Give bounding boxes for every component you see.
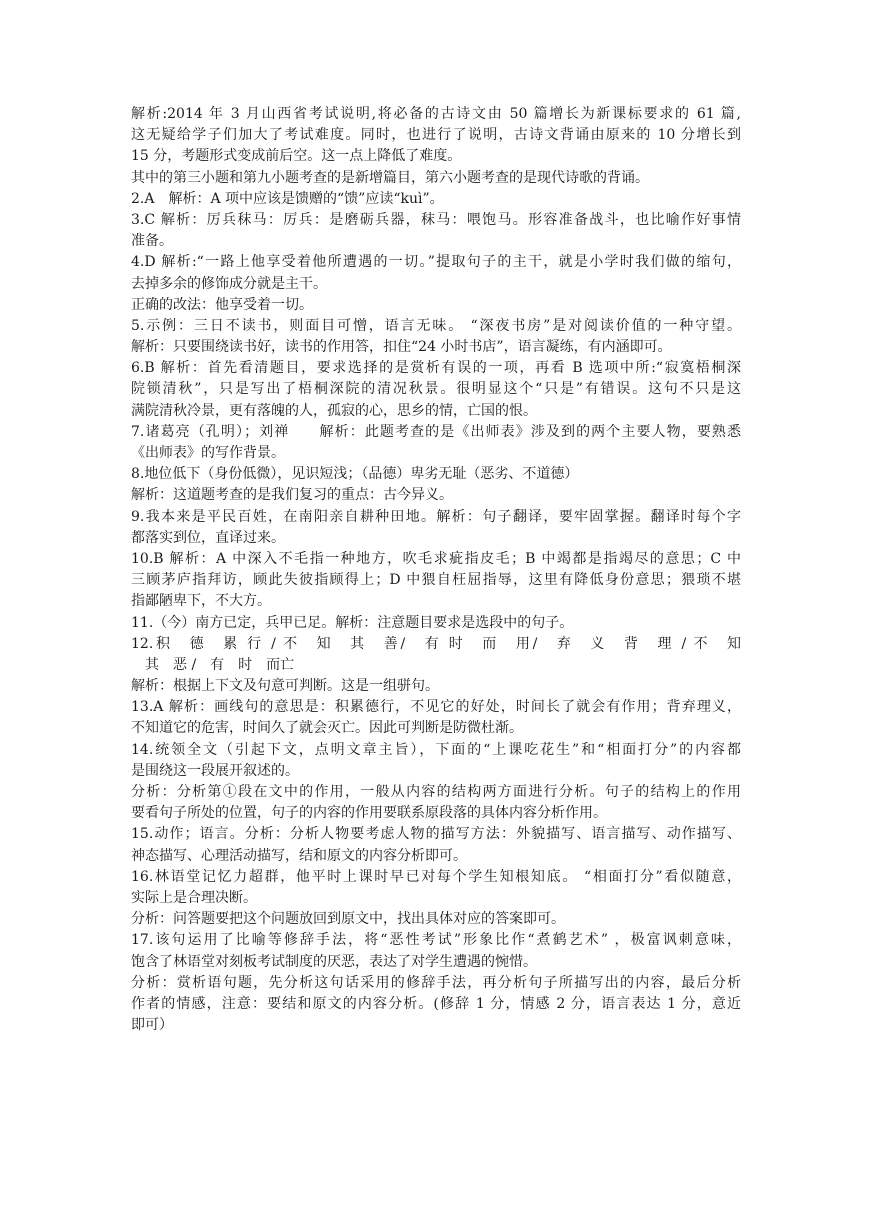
text-line: 三顾茅庐指拜访，顾此失彼指顾得上；D 中猥自枉屈指辱，这里有降低身份意思；猥琐不堪 [131,572,741,589]
text-line: 院锁清秋”，只是写出了梧桐深院的清况秋景。很明显这个“只是”有错误。这句不只是这 [131,381,741,398]
text-line: 作者的情感，注意：要结和原文的内容分析。(修辞 1 分，情感 2 分，语言表达 1 分，意近 [131,995,741,1012]
text-line: 解析：这道题考查的是我们复习的重点：古今异义。 [131,487,453,504]
text-line: 解析:2014 年 3 月山西省考试说明,将必备的古诗文由 50 篇增长为新课标要求的 61 篇, [131,106,741,122]
text-line: 这无疑给学子们加大了考试难度。同时，也进行了说明，古诗文背诵由原来的 10 分增长到 [131,127,741,144]
text-line: 8.地位低下（身份低微），见识短浅；（品德）卑劣无耻（恶劣、不道德） [131,466,579,483]
text-line: 13.A 解析：画线句的意思是：积累德行，不见它的好处，时间长了就会有作用；背弃理义， [131,699,741,716]
text-line: 满院清秋冷景，更有落魄的人，孤寂的心，思乡的情，亡国的恨。 [131,402,537,419]
text-line: 都落实到位，直译过来。 [131,529,285,546]
text-line: 准备。 [131,233,173,250]
text-line: 2.A 解析：A 项中应该是馈赠的“馈”应读“kuì”。 [131,190,444,207]
text-line: 解析：只要围绕读书好，读书的作用答，扣住“24 小时书店”，语言凝练，有内涵即可。 [131,339,672,356]
text-line: 神态描写、心理活动描写，结和原文的内容分析即可。 [131,847,467,864]
text-line: 正确的改法：他享受着一切。 [131,296,313,313]
text-line: 要看句子所处的位置，句子的内容的作用要联系原段落的具体内容分析作用。 [131,805,607,822]
text-line: 实际上是合理决断。 [131,889,257,906]
text-line: 其 恶 / 有 时 而亡 [131,656,295,673]
text-line: 3.C 解析：厉兵秣马：厉兵：是磨砺兵器，秣马：喂饱马。形容准备战斗，也比喻作好事情 [131,211,741,228]
text-line: 15 分，考题形式变成前后空。这一点上降低了难度。 [131,148,462,165]
text-line: 分析：赏析语句题，先分析这句话采用的修辞手法，再分析句子所描写出的内容，最后分析 [131,974,741,991]
answer-document [131,104,741,1036]
text-line: 15.动作；语言。分析：分析人物要考虑人物的描写方法：外貌描写、语言描写、动作描写、 [131,826,741,843]
text-line: 5.示例：三日不读书，则面目可憎，语言无味。 “深夜书房”是对阅读价值的一种守望。 [131,317,741,334]
text-line: 12.积 德 累 行 / 不 知 其 善/ 有 时 而 用/ 弃 义 背 理 / 不 知 [131,635,741,652]
text-line: 11.（今）南方已定，兵甲已足。解析：注意题目要求是选段中的句子。 [131,614,574,631]
text-line: 饱含了林语堂对刻板考试制度的厌恶，表达了对学生遭遇的惋惜。 [131,953,537,970]
text-line: 17.该句运用了比喻等修辞手法，将“恶性考试”形象比作“煮鹤艺术” ，极富讽刺意味， [131,932,741,949]
text-line: 10.B 解析：A 中深入不毛指一种地方，吹毛求疵指皮毛；B 中竭都是指竭尽的意思；C 中 [131,550,741,567]
text-line: 其中的第三小题和第九小题考查的是新增篇目，第六小题考查的是现代诗歌的背诵。 [131,169,649,186]
text-line: 《出师表》的写作背景。 [131,445,285,461]
text-line: 不知道它的危害，时间久了就会灭亡。因此可判断是防微杜渐。 [131,720,523,737]
text-line: 9.我本来是平民百姓，在南阳亲自耕种田地。解析：句子翻译，要牢固掌握。翻译时每个字 [131,508,741,525]
text-line: 即可） [131,1017,173,1034]
text-line: 7.诸葛亮（孔明）；刘禅 解析：此题考查的是《出师表》涉及到的两个主要人物，要熟悉 [131,423,741,440]
text-line: 分析：问答题要把这个问题放回到原文中，找出具体对应的答案即可。 [131,911,565,928]
text-line: 14.统领全文（引起下文，点明文章主旨），下面的“上课吃花生”和“相面打分”的内容都 [131,741,741,758]
text-line: 解析：根据上下文及句意可判断。这是一组骈句。 [131,678,439,695]
text-line: 16.林语堂记忆力超群，他平时上课时早已对每个学生知根知底。 “相面打分”看似随意， [131,868,741,885]
text-line: 指鄙陋卑下，不大方。 [131,593,271,610]
text-line: 去掉多余的修饰成分就是主干。 [131,275,327,292]
text-line: 4.D 解析:“一路上他享受着他所遭遇的一切。”提取句子的主干，就是小学时我们做的缩句， [131,254,741,271]
text-line: 是围绕这一段展开叙述的。 [131,762,299,779]
text-line: 分析：分析第①段在文中的作用，一般从内容的结构两方面进行分析。句子的结构上的作用 [131,784,741,800]
text-line: 6.B 解析：首先看清题目，要求选择的是赏析有误的一项，再看 B 选项中所:“寂寞梧桐深 [131,360,741,377]
